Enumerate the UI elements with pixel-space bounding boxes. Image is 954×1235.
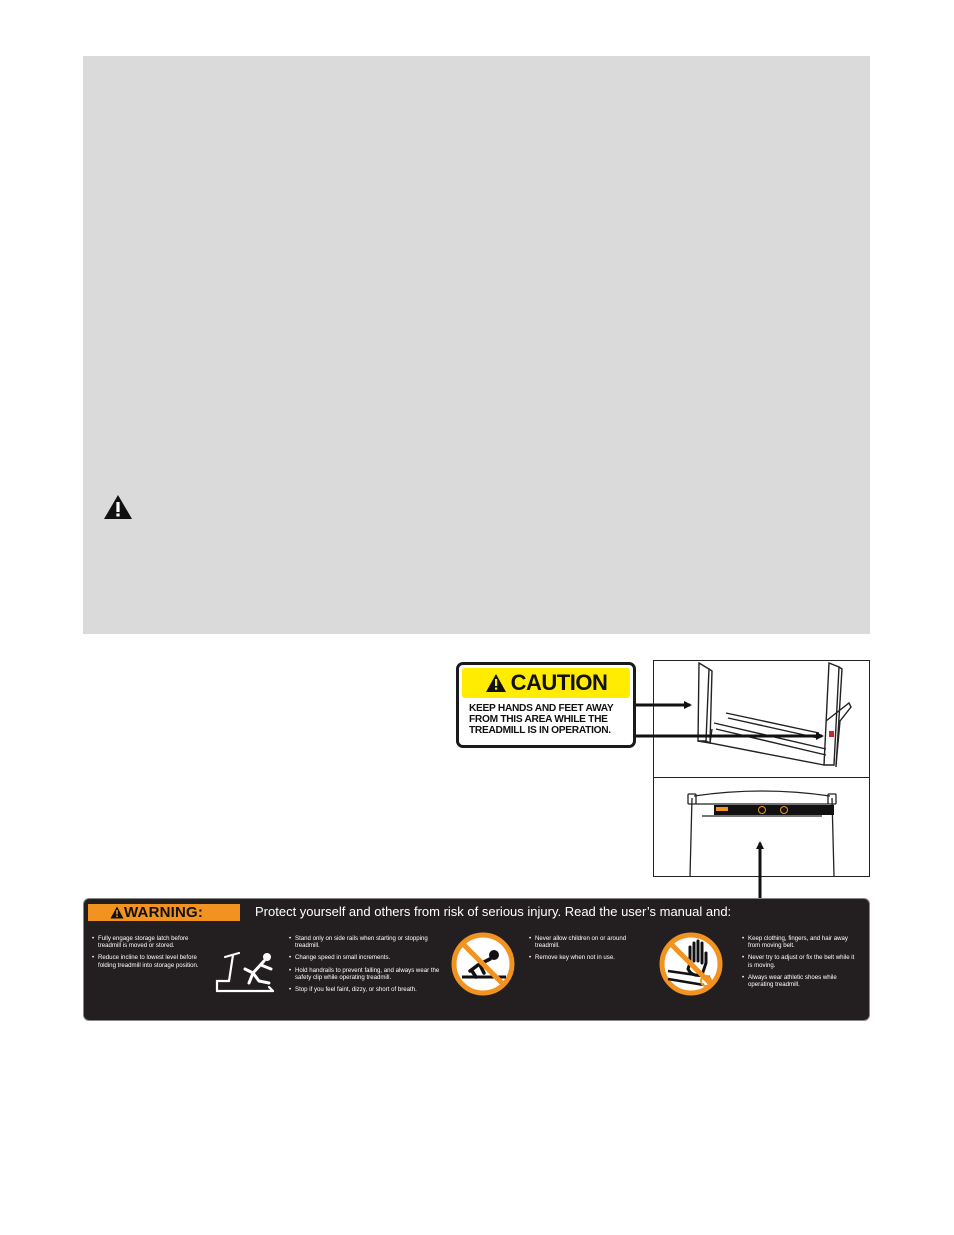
treadmill-folded-illustration: [653, 660, 870, 778]
motor-hood-drawing: [654, 778, 869, 876]
no-children-icon: [450, 931, 516, 997]
warning-label: [83, 898, 870, 1021]
warning-item: • Never allow children on or around treadmill.: [529, 935, 639, 949]
caution-label: [456, 662, 636, 748]
warning-item: • Never try to adjust or fix the belt while it is moving.: [742, 954, 857, 968]
warning-item: • Change speed in small increments.: [289, 954, 444, 961]
warning-header: [88, 904, 240, 921]
warning-column-2: [289, 935, 444, 998]
warning-column-1: [92, 935, 202, 974]
warning-item: • Always wear athletic shoes while operating treadmill.: [742, 974, 857, 988]
warning-item: • Reduce incline to lowest level before folding treadmill into storage position.: [92, 954, 202, 968]
grey-panel: [83, 56, 870, 634]
warning-item: • Hold handrails to prevent falling, and always wear the safety clip while operating treadmill.: [289, 967, 444, 981]
warning-item: • Remove key when not in use.: [529, 954, 639, 961]
caution-triangle-icon: [485, 673, 507, 693]
alert-triangle-icon: [103, 494, 133, 520]
warning-column-4: [742, 935, 857, 993]
warning-intro: Protect yourself and others from risk of serious injury. Read the user’s manual and:: [255, 904, 732, 919]
warning-triangle-icon: [110, 906, 124, 919]
warning-title: WARNING:: [124, 904, 204, 921]
warning-column-3: [529, 935, 639, 967]
warning-item: • Fully engage storage latch before treadmill is moved or stored.: [92, 935, 202, 949]
warning-item: • Stop if you feel faint, dizzy, or short of breath.: [289, 986, 444, 993]
treadmill-frame-drawing: [654, 661, 869, 777]
caution-header: [462, 668, 630, 698]
motor-hood-illustration: [653, 778, 870, 877]
caution-text: KEEP HANDS AND FEET AWAY FROM THIS AREA WHILE THE TREADMILL IS IN OPERATION.: [469, 703, 614, 736]
warning-item: • Keep clothing, fingers, and hair away from moving belt.: [742, 935, 857, 949]
no-hands-belt-icon: [658, 931, 724, 997]
treadmill-fall-icon: [209, 947, 281, 997]
warning-item: • Stand only on side rails when starting or stopping treadmill.: [289, 935, 444, 949]
caution-title: CAUTION: [510, 670, 608, 695]
